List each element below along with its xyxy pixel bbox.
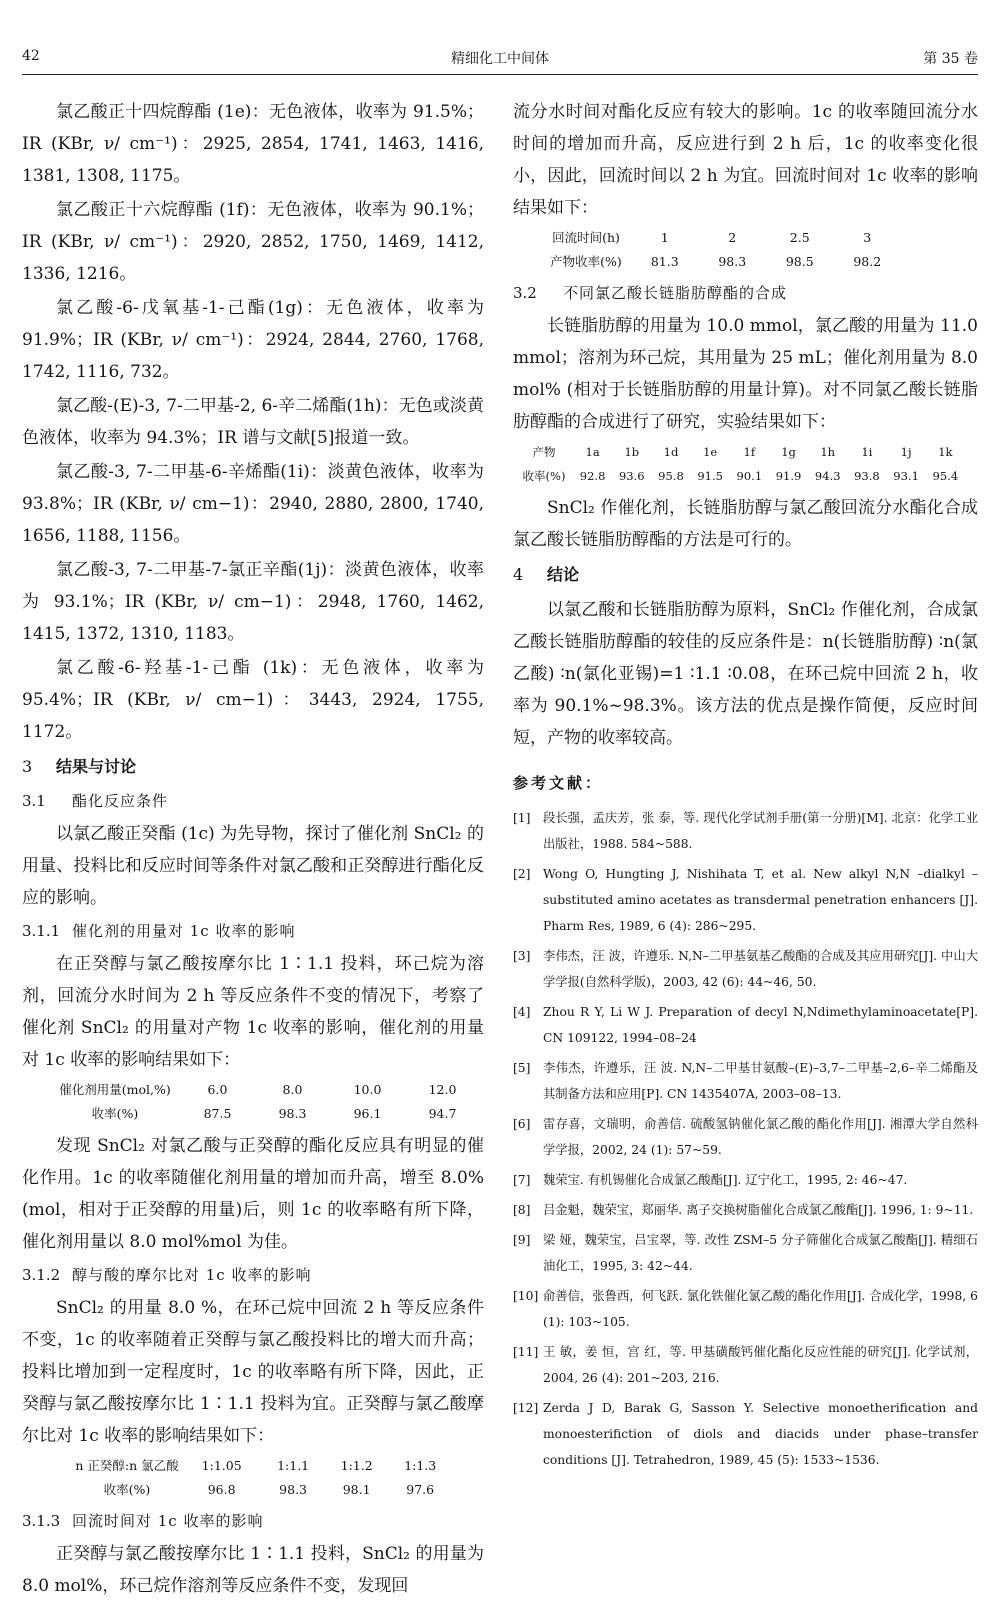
reference-number: [10] xyxy=(513,1289,539,1303)
reference-text: 李伟杰，许遵乐，汪 波. N,N–二甲基甘氨酸–(E)–3,7–二甲基–2,6–辛二烯酯及其制备方法和应用[P]. CN 1435407A, 2003–08–13. xyxy=(543,1061,978,1101)
table-cell: 1i xyxy=(861,445,873,459)
subsection-heading xyxy=(513,278,978,308)
table-header-cell: 收率(%) xyxy=(91,1106,139,1121)
subsection-number: 3.1.1 xyxy=(22,922,61,940)
table-cell: 1g xyxy=(781,445,796,459)
reference-item xyxy=(513,861,978,939)
subsection-title: 不同氯乙酸长链脂肪醇酯的合成 xyxy=(563,284,788,302)
page-header xyxy=(22,48,978,70)
reference-text: 梁 娅，魏荣宝，吕宝翠，等. 改性 ZSM–5 分子筛催化合成氯乙酸酯[J]. 精细石油化工，1995, 3: 42~44. xyxy=(543,1233,978,1273)
subsection-title: 酯化反应条件 xyxy=(72,792,169,810)
reference-item xyxy=(513,999,978,1051)
references-heading: 参考文献： xyxy=(513,774,604,792)
table-cell: 98.3 xyxy=(279,1482,308,1497)
data-table-reflux-time xyxy=(541,226,901,274)
subsection-number: 3.1 xyxy=(22,792,46,810)
table-row xyxy=(50,1102,480,1126)
data-table-molar-ratio xyxy=(72,1454,452,1502)
table-cell: 87.5 xyxy=(203,1106,232,1121)
table-row xyxy=(515,440,965,464)
reference-number: [9] xyxy=(513,1233,531,1247)
table-header-cell: n 正癸醇:n 氯乙酸 xyxy=(75,1458,179,1473)
reference-item xyxy=(513,1197,978,1223)
table-cell: 97.6 xyxy=(406,1482,435,1497)
table-cell: 1:1.05 xyxy=(201,1458,242,1473)
paragraph: 氯乙酸正十四烷醇酯 (1e)：无色液体，收率为 91.5%；IR (KBr, ν/ cm⁻¹)：2925, 2854, 1741, 1463, 1416, 1381, 1308, 1175。 xyxy=(22,102,484,186)
reference-number: [8] xyxy=(513,1203,531,1217)
journal-title: 精细化工中间体 xyxy=(451,51,549,67)
table-cell: 1a xyxy=(585,445,600,459)
paragraph: 氯乙酸-(E)-3, 7-二甲基-2, 6-辛二烯酯(1h)：无色或淡黄色液体，收率为 94.3%；IR 谱与文献[5]报道一致。 xyxy=(22,396,484,448)
section-title: 结果与讨论 xyxy=(56,757,137,776)
reference-text: 魏荣宝. 有机锡催化合成氯乙酸酯[J]. 辽宁化工，1995, 2: 46~47. xyxy=(543,1173,908,1187)
subsection-title: 醇与酸的摩尔比对 1c 收率的影响 xyxy=(72,1266,312,1284)
references-list xyxy=(513,805,978,1473)
table-cell: 96.1 xyxy=(353,1106,382,1121)
table-cell: 1:1.1 xyxy=(277,1458,310,1473)
data-table-catalyst xyxy=(50,1078,480,1126)
reference-text: Zhou R Y, Li W J. Preparation of decyl N,Ndimethylaminoacetate[P]. CN 109122, 1994–08–24 xyxy=(543,1005,978,1045)
table-row xyxy=(541,250,901,274)
table-cell: 2 xyxy=(728,230,737,245)
paragraph: SnCl₂ 的用量 8.0 %，在环己烷中回流 2 h 等反应条件不变，1c 的收率随着正癸醇与氯乙酸投料比的增大而升高；投料比增加到一定程度时，1c 的收率略有所下降，因此，正癸醇与氯乙酸按摩尔比 1∶1.1 投料为宜。正癸醇与氯乙酸摩尔比对 1c 收率的影响结果如下： xyxy=(22,1298,484,1446)
table-cell: 6.0 xyxy=(207,1082,228,1097)
subsection-number: 3.1.3 xyxy=(22,1512,61,1530)
table-row xyxy=(72,1478,452,1502)
reference-number: [2] xyxy=(513,867,531,881)
table-header-cell: 收率(%) xyxy=(103,1482,151,1497)
table-cell: 81.3 xyxy=(650,254,679,269)
reference-text: Zerda J D, Barak G, Sasson Y. Selective monoetherification and monoesterifiction of diols and diacids under phase–transfer conditions [J]. Tetrahedron, 1989, 45 (5): 1533~1536. xyxy=(543,1401,978,1467)
paragraph: 氯乙酸-6-羟基-1-己酯 (1k)：无色液体，收率为 95.4%；IR (KBr, ν/ cm−1)：3443, 2924, 1755, 1172。 xyxy=(22,658,484,742)
data-table-products xyxy=(515,440,965,488)
reference-number: [12] xyxy=(513,1401,539,1415)
reference-text: 李伟杰，汪 波，许遵乐. N,N–二甲基氨基乙酸酯的合成及其应用研究[J]. 中山大学学报(自然科学版)，2003, 42 (6): 44~46, 50. xyxy=(543,949,978,989)
table-cell: 93.6 xyxy=(618,469,645,483)
reference-item xyxy=(513,1227,978,1279)
reference-text: 俞善信，张鲁西，何飞跃. 氯化铁催化氯乙酸的酯化作用[J]. 合成化学，1998, 6 (1): 103~105. xyxy=(543,1289,978,1329)
left-column xyxy=(22,96,484,1604)
paragraph: 氯乙酸正十六烷醇酯 (1f)：无色液体，收率为 90.1%；IR (KBr, ν/ cm⁻¹)：2920, 2852, 1750, 1469, 1412, 1336, 1216。 xyxy=(22,200,484,284)
paragraph: 以氯乙酸正癸酯 (1c) 为先导物，探讨了催化剂 SnCl₂ 的用量、投料比和反应时间等条件对氯乙酸和正癸醇进行酯化反应的影响。 xyxy=(22,824,484,908)
table-cell: 93.8 xyxy=(854,469,880,483)
reference-text: Wong O, Hungting J, Nishihata T, et al. New alkyl N,N –dialkyl –substituted amino acetates as transdermal penetration enhancers [J]. Pharm Res, 1989, 6 (4): 286~295. xyxy=(543,867,978,933)
subsection-number: 3.2 xyxy=(513,284,537,302)
table-cell: 8.0 xyxy=(282,1082,303,1097)
section-heading xyxy=(22,750,484,784)
volume-label: 第 35 卷 xyxy=(923,51,978,67)
table-cell: 98.1 xyxy=(342,1482,371,1497)
reference-number: [3] xyxy=(513,949,531,963)
table-cell: 91.5 xyxy=(697,469,723,483)
subsection-title: 回流时间对 1c 收率的影响 xyxy=(72,1512,264,1530)
table-cell: 1h xyxy=(820,445,836,459)
table-cell: 1j xyxy=(900,445,912,459)
table-cell: 1 xyxy=(660,230,669,245)
paragraph: 氯乙酸-3, 7-二甲基-6-辛烯酯(1i)：淡黄色液体，收率为 93.8%；IR (KBr, ν/ cm−1)：2940, 2880, 2800, 1740, 1656, 1188, 1156。 xyxy=(22,462,484,546)
subsection-number: 3.1.2 xyxy=(22,1266,61,1284)
table-header-cell: 产物收率(%) xyxy=(550,254,622,269)
paragraph: 在正癸醇与氯乙酸按摩尔比 1∶1.1 投料，环己烷为溶剂，回流分水时间为 2 h 等反应条件不变的情况下，考察了催化剂 SnCl₂ 的用量对产物 1c 收率的影响，催化剂的用量对 1c 收率的影响结果如下： xyxy=(22,954,484,1070)
table-cell: 98.3 xyxy=(278,1106,307,1121)
table-cell: 12.0 xyxy=(428,1082,457,1097)
table-cell: 96.8 xyxy=(207,1482,236,1497)
section-heading xyxy=(513,558,978,592)
table-cell: 94.7 xyxy=(428,1106,457,1121)
reference-number: [7] xyxy=(513,1173,531,1187)
table-cell: 93.1 xyxy=(893,469,919,483)
table-row xyxy=(515,464,965,488)
reference-item xyxy=(513,1111,978,1163)
subsection-heading xyxy=(22,916,484,946)
table-cell: 3 xyxy=(863,230,872,245)
table-header-cell: 催化剂用量(mol,%) xyxy=(59,1082,171,1097)
paragraph: 氯乙酸-3, 7-二甲基-7-氯正辛酯(1j)：淡黄色液体，收率为 93.1%；IR (KBr, ν/ cm−1)：2948, 1760, 1462, 1415, 1372, 1310, 1183。 xyxy=(22,560,484,644)
reference-item xyxy=(513,1167,978,1193)
table-row xyxy=(50,1078,480,1102)
reference-text: 王 敏，姜 恒，宫 红，等. 甲基磺酸钙催化酯化反应性能的研究[J]. 化学试剂，2004, 26 (4): 201~203, 216. xyxy=(543,1345,978,1385)
table-cell: 95.4 xyxy=(932,469,959,483)
paragraph: 流分水时间对酯化反应有较大的影响。1c 的收率随回流分水时间的增加而升高，反应进行到 2 h 后，1c 的收率变化很小，因此，回流时间以 2 h 为宜。回流时间对 1c 收率的影响结果如下： xyxy=(513,102,978,218)
reference-number: [5] xyxy=(513,1061,531,1075)
subsection-heading xyxy=(22,786,484,816)
table-cell: 1d xyxy=(663,445,679,459)
subsection-heading xyxy=(22,1506,484,1536)
reference-item xyxy=(513,805,978,857)
reference-item xyxy=(513,1055,978,1107)
header-rule xyxy=(22,74,978,75)
reference-item xyxy=(513,1395,978,1473)
table-cell: 2.5 xyxy=(789,230,810,245)
table-cell: 94.3 xyxy=(814,469,841,483)
table-cell: 1f xyxy=(743,445,756,459)
paragraph: 正癸醇与氯乙酸按摩尔比 1∶1.1 投料，SnCl₂ 的用量为 8.0 mol%，环己烷作溶剂等反应条件不变，发现回 xyxy=(22,1544,484,1596)
reference-number: [11] xyxy=(513,1345,539,1359)
table-header-cell: 收率(%) xyxy=(522,469,566,483)
paragraph: 氯乙酸-6-戊氧基-1-己酯(1g)：无色液体，收率为 91.9%；IR (KBr, ν/ cm⁻¹)：2924, 2844, 2760, 1768, 1742, 1116, 732。 xyxy=(22,298,484,382)
table-cell: 92.8 xyxy=(579,469,606,483)
table-header-cell: 产物 xyxy=(532,445,556,459)
table-cell: 98.2 xyxy=(853,254,882,269)
paragraph: SnCl₂ 作催化剂，长链脂肪醇与氯乙酸回流分水酯化合成氯乙酸长链脂肪醇酯的方法是可行的。 xyxy=(513,498,978,550)
table-row xyxy=(541,226,901,250)
page-number: 42 xyxy=(22,48,40,64)
table-cell: 1b xyxy=(624,445,640,459)
table-cell: 1k xyxy=(938,445,953,459)
table-header-cell: 回流时间(h) xyxy=(552,230,620,245)
reference-item xyxy=(513,1339,978,1391)
table-cell: 95.8 xyxy=(658,469,684,483)
table-cell: 91.9 xyxy=(775,469,802,483)
reference-number: [6] xyxy=(513,1117,531,1131)
table-row xyxy=(72,1454,452,1478)
reference-text: 段长强，孟庆芳，张 泰，等. 现代化学试剂手册(第一分册)[M]. 北京：化学工业出版社，1988. 584~588. xyxy=(543,811,978,851)
reference-item xyxy=(513,943,978,995)
right-column xyxy=(513,96,978,1477)
paragraph: 长链脂肪醇的用量为 10.0 mmol，氯乙酸的用量为 11.0 mmol；溶剂为环己烷，其用量为 25 mL；催化剂用量为 8.0 mol% (相对于长链脂肪醇的用量计算)。对不同氯乙酸长链脂肪醇酯的合成进行了研究，实验结果如下： xyxy=(513,316,978,432)
reference-number: [4] xyxy=(513,1005,531,1019)
reference-number: [1] xyxy=(513,811,531,825)
section-title: 结论 xyxy=(547,565,580,584)
subsection-heading xyxy=(22,1260,484,1290)
reference-text: 吕金魁，魏荣宝，郑丽华. 离子交换树脂催化合成氯乙酸酯[J]. 1996, 1: 9~11. xyxy=(543,1203,974,1217)
section-number: 4 xyxy=(513,565,524,584)
reference-item xyxy=(513,1283,978,1335)
paragraph: 以氯乙酸和长链脂肪醇为原料，SnCl₂ 作催化剂，合成氯乙酸长链脂肪醇酯的较佳的反应条件是：n(长链脂肪醇) ∶n(氯乙酸) ∶n(氯化亚锡)=1 ∶1.1 ∶0.08，在环己烷中回流 2 h，收率为 90.1%~98.3%。该方法的优点是操作简便，反应时间短，产物的收率较高。 xyxy=(513,600,978,748)
reference-text: 雷存喜，文瑞明，俞善信. 硫酸氢钠催化氯乙酸的酯化作用[J]. 湘潭大学自然科学学报，2002, 24 (1): 57~59. xyxy=(543,1117,978,1157)
table-cell: 98.5 xyxy=(785,254,814,269)
subsection-title: 催化剂的用量对 1c 收率的影响 xyxy=(72,922,296,940)
table-cell: 10.0 xyxy=(353,1082,382,1097)
table-cell: 90.1 xyxy=(736,469,763,483)
paragraph: 发现 SnCl₂ 对氯乙酸与正癸醇的酯化反应具有明显的催化作用。1c 的收率随催化剂用量的增加而升高，增至 8.0% (mol，相对于正癸醇的用量)后，则 1c 的收率略有所下降，催化剂用量以 8.0 mol%mol 为佳。 xyxy=(22,1136,484,1252)
table-cell: 1:1.2 xyxy=(340,1458,373,1473)
table-cell: 1:1.3 xyxy=(404,1458,437,1473)
table-cell: 1e xyxy=(703,445,718,459)
table-cell: 98.3 xyxy=(718,254,747,269)
section-number: 3 xyxy=(22,757,33,776)
